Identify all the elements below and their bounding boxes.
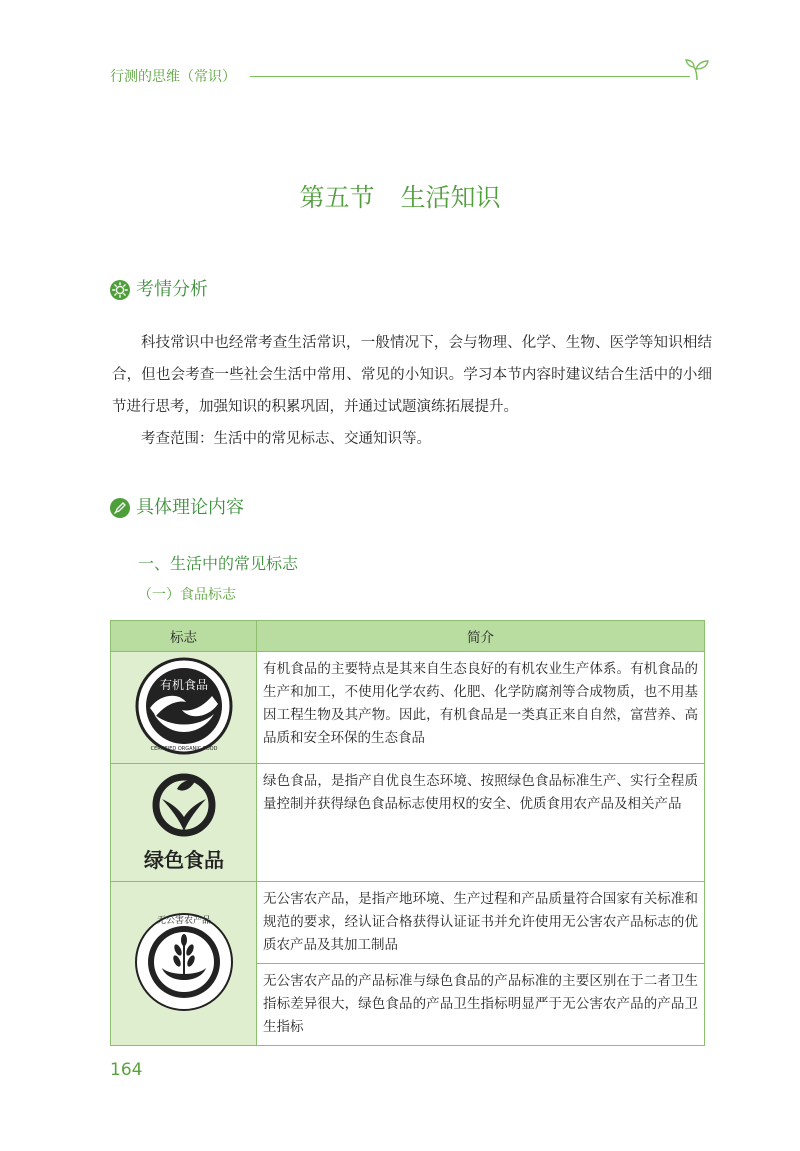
- organic-food-desc: 有机食品的主要特点是其来自生态良好的有机农业生产体系。有机食品的生产和加工，不使用化学农药、化肥、化学防腐剂等合成物质，也不用基因工程生物及其产物。因此，有机食品是一类真正来自自然，富营养、高品质和安全环保的生态食品: [257, 652, 705, 764]
- organic-logo-text-bottom: CERTIFIED ORGANIC FOOD: [150, 745, 217, 752]
- organic-food-logo-cell: [111, 652, 257, 764]
- organic-logo-text-top: 有机食品: [159, 677, 208, 692]
- section-heading-text: 考情分析: [136, 279, 208, 300]
- green-food-desc: 绿色食品，是指产自优良生态环境、按照绿色食品标准生产、实行全程质量控制并获得绿色食品标志使用权的安全、优质食用农产品及相关产品: [257, 764, 705, 882]
- pollution-free-desc: 无公害农产品，是指产地环境、生产过程和产品质量符合国家有关标准和规范的要求，经认证合格获得认证证书并允许使用无公害农产品标志的优质农产品及其加工制品: [257, 882, 705, 964]
- table-header-row: [111, 621, 705, 652]
- section-heading-theory: [110, 496, 244, 520]
- column-header-desc: 简介: [257, 621, 705, 652]
- analysis-scope: 考查范围：生活中的常见标志、交通知识等。: [141, 431, 431, 447]
- analysis-paragraph: 科技常识中也经常考查生活常识，一般情况下，会与物理、化学、生物、医学等知识相结合，但也会考查一些社会生活中常用、常见的小知识。学习本节内容时建议结合生活中的小细节进行思考，加强知识的积累巩固，并通过试题演练拓展提升。: [112, 335, 712, 415]
- running-header-title: 行测的思维（常识）: [110, 69, 236, 85]
- subheading-food-signs: （一）食品标志: [138, 587, 236, 603]
- header-rule: [250, 76, 690, 77]
- pollution-free-logo-text: 无公害农产品: [156, 915, 211, 926]
- sun-icon: [110, 280, 130, 300]
- chapter-title: [0, 178, 800, 214]
- chapter-number: 第五节: [299, 183, 375, 212]
- table-row: [111, 882, 705, 964]
- green-logo-text: 绿色食品: [143, 847, 224, 872]
- green-food-logo-cell: [111, 764, 257, 882]
- pollution-free-logo-cell: [111, 882, 257, 1046]
- analysis-body: [112, 327, 712, 455]
- section-heading-text: 具体理论内容: [136, 497, 244, 518]
- organic-food-logo: [134, 656, 234, 756]
- pencil-icon: [110, 498, 130, 518]
- chapter-name: 生活知识: [400, 183, 501, 212]
- column-header-logo: 标志: [111, 621, 257, 652]
- table-row: [111, 652, 705, 764]
- food-signs-table: [110, 620, 705, 1046]
- subheading-common-signs: 一、生活中的常见标志: [138, 554, 299, 573]
- pollution-free-logo: [132, 910, 236, 1014]
- section-heading-analysis: [110, 278, 208, 302]
- page-number: 164: [110, 1060, 143, 1080]
- green-food-logo: [129, 767, 239, 875]
- sprout-icon: [684, 58, 710, 82]
- table-row: [111, 764, 705, 882]
- running-header: [110, 60, 710, 90]
- pollution-free-vs-green-desc: 无公害农产品的产品标准与绿色食品的产品标准的主要区别在于二者卫生指标差异很大，绿色食品的产品卫生指标明显严于无公害农产品的产品卫生指标: [257, 964, 705, 1046]
